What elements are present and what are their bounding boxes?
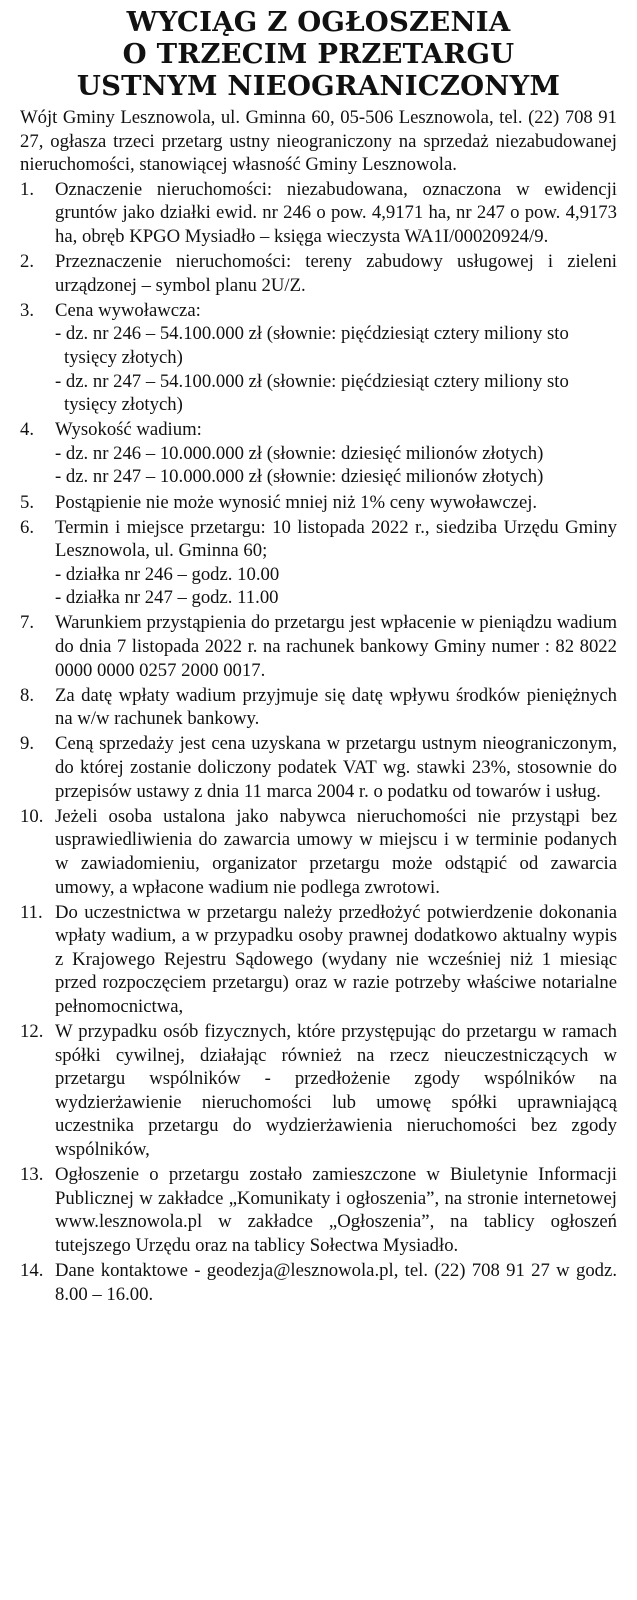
list-item: [20, 901, 617, 1019]
item-body: [55, 901, 617, 1019]
title-line: WYCIĄG Z OGŁOSZENIA: [126, 6, 511, 38]
item-body: [55, 491, 617, 515]
item-number: 9.: [20, 733, 35, 755]
list-item: [20, 299, 617, 417]
item-text: Termin i miejsce przetargu: 10 listopada 2022 r., siedziba Urzędu Gminy Lesznowola, ul. Gminna 60;: [55, 516, 617, 562]
item-number: 6.: [20, 516, 35, 538]
item-text: Jeżeli osoba ustalona jako nabywca nieruchomości nie przystąpi bez usprawiedliwienia do zawarcia umowy w miejscu i w terminie podanych w zawiadomieniu, organizator przetargu może odstąpić od zawarcia umowy, a wpłacone wadium nie podlega zwrotowi.: [55, 805, 617, 898]
item-body: [55, 178, 617, 249]
conditions-list: [20, 178, 617, 1306]
item-text: Wysokość wadium:: [55, 419, 202, 441]
item-number: 1.: [20, 178, 35, 200]
item-text: Ceną sprzedaży jest cena uzyskana w przetargu ustnym nieograniczonym, do której zostanie doliczony podatek VAT wg. stawki 23%, stosownie do przepisów ustawy z dnia 11 marca 2004 r. o podatku od towarów i usług.: [55, 733, 617, 802]
list-item: [20, 516, 617, 610]
item-body: [55, 299, 617, 417]
item-text: Postąpienie nie może wynosić mniej niż 1% ceny wywoławczej.: [55, 491, 538, 513]
list-item: [20, 1259, 617, 1306]
list-item: [20, 805, 617, 899]
item-number: 10.: [20, 805, 44, 827]
item-number: 3.: [20, 299, 35, 321]
item-subline: - dz. nr 246 – 54.100.000 zł (słownie: pięćdziesiąt cztery miliony sto tysięcy złotych): [55, 323, 569, 368]
item-subline: - działka nr 247 – godz. 11.00: [55, 587, 279, 609]
item-text: Przeznaczenie nieruchomości: tereny zabudowy usługowej i zieleni urządzonej – symbol planu 2U/Z.: [55, 251, 617, 296]
list-item: [20, 178, 617, 249]
item-body: [55, 684, 617, 731]
list-item: [20, 684, 617, 731]
announcement-title: [20, 6, 617, 102]
list-item: [20, 732, 617, 803]
item-body: [55, 250, 617, 297]
item-body: [55, 418, 617, 489]
item-subline: - dz. nr 247 – 10.000.000 zł (słownie: dziesięć milionów złotych): [55, 466, 544, 488]
list-item: [20, 1163, 617, 1257]
item-subline: - dz. nr 246 – 10.000.000 zł (słownie: dziesięć milionów złotych): [55, 442, 544, 464]
intro-paragraph: Wójt Gminy Lesznowola, ul. Gminna 60, 05-506 Lesznowola, tel. (22) 708 91 27, ogłasza trzeci przetarg ustny nieograniczony na sprzedaż niezabudowanej nieruchomości, stanowiącej własność Gminy Lesznowola.: [20, 107, 617, 176]
item-number: 13.: [20, 1164, 44, 1186]
list-item: [20, 418, 617, 489]
list-item: [20, 1020, 617, 1162]
item-number: 11.: [20, 901, 43, 923]
item-body: [55, 1259, 617, 1306]
item-body: [55, 1163, 617, 1257]
item-body: [55, 516, 617, 610]
item-number: 4.: [20, 419, 35, 441]
list-item: [20, 491, 617, 515]
item-text: Oznaczenie nieruchomości: niezabudowana, oznaczona w ewidencji gruntów jako działki ewid. nr 246 o pow. 4,9171 ha, nr 247 o pow. 4,9173 ha, obręb KPGO Mysiadło – księga wieczysta WA1I/00020924/9.: [55, 178, 617, 247]
item-text: W przypadku osób fizycznych, które przystępując do przetargu w ramach spółki cywilnej, działając również na rzecz nieuczestniczących w przetargu wspólników - przedłożenie zgody wspólników na wydzierżawienie nieruchomości lub umowę spółki uprawniającą uczestnika przetargu do wydzierżawienia nieruchomości bez zgody wspólników,: [55, 1021, 617, 1161]
item-number: 7.: [20, 612, 35, 634]
item-number: 14.: [20, 1260, 44, 1281]
title-line: USTNYM NIEOGRANICZONYM: [76, 70, 561, 102]
item-text: Cena wywoławcza:: [55, 299, 201, 321]
item-body: [55, 1020, 617, 1162]
item-body: [55, 732, 617, 803]
item-subline: - dz. nr 247 – 54.100.000 zł (słownie: pięćdziesiąt cztery miliony sto tysięcy złotych): [55, 370, 569, 416]
item-number: 8.: [20, 684, 35, 706]
list-item: [20, 250, 617, 297]
list-item: [20, 611, 617, 682]
item-number: 5.: [20, 491, 35, 513]
item-text: Za datę wpłaty wadium przyjmuje się datę wpływu środków pieniężnych na w/w rachunek bankowy.: [55, 684, 617, 730]
item-number: 12.: [20, 1021, 44, 1043]
title-line: O TRZECIM PRZETARGU: [122, 38, 515, 70]
item-text: Warunkiem przystąpienia do przetargu jest wpłacenie w pieniądzu wadium do dnia 7 listopada 2022 r. na rachunek bankowy Gminy numer : 82 8022 0000 0000 0257 2000 0017.: [55, 612, 617, 681]
item-text: Do uczestnictwa w przetargu należy przedłożyć potwierdzenie dokonania wpłaty wadium, a w przypadku osoby prawnej dodatkowo aktualny wypis z Krajowego Rejestru Sądowego (wydany nie wcześniej niż 1 miesiąc przed rozpoczęciem przetargu) oraz w razie potrzeby właściwe notarialne pełnomocnictwa,: [55, 901, 617, 1017]
item-number: 2.: [20, 251, 35, 273]
item-body: [55, 805, 617, 899]
item-body: [55, 611, 617, 682]
item-subline: - działka nr 246 – godz. 10.00: [55, 563, 280, 585]
item-text: Dane kontaktowe - geodezja@lesznowola.pl, tel. (22) 708 91 27 w godz. 8.00 – 16.00.: [55, 1260, 617, 1305]
item-text: Ogłoszenie o przetargu zostało zamieszczone w Biuletynie Informacji Publicznej w zakładce „Komunikaty i ogłoszenia”, na stronie internetowej www.lesznowola.pl w zakładce „Ogłoszenia”, na tablicy ogłoszeń tutejszego Urzędu oraz na tablicy Sołectwa Mysiadło.: [55, 1164, 617, 1256]
